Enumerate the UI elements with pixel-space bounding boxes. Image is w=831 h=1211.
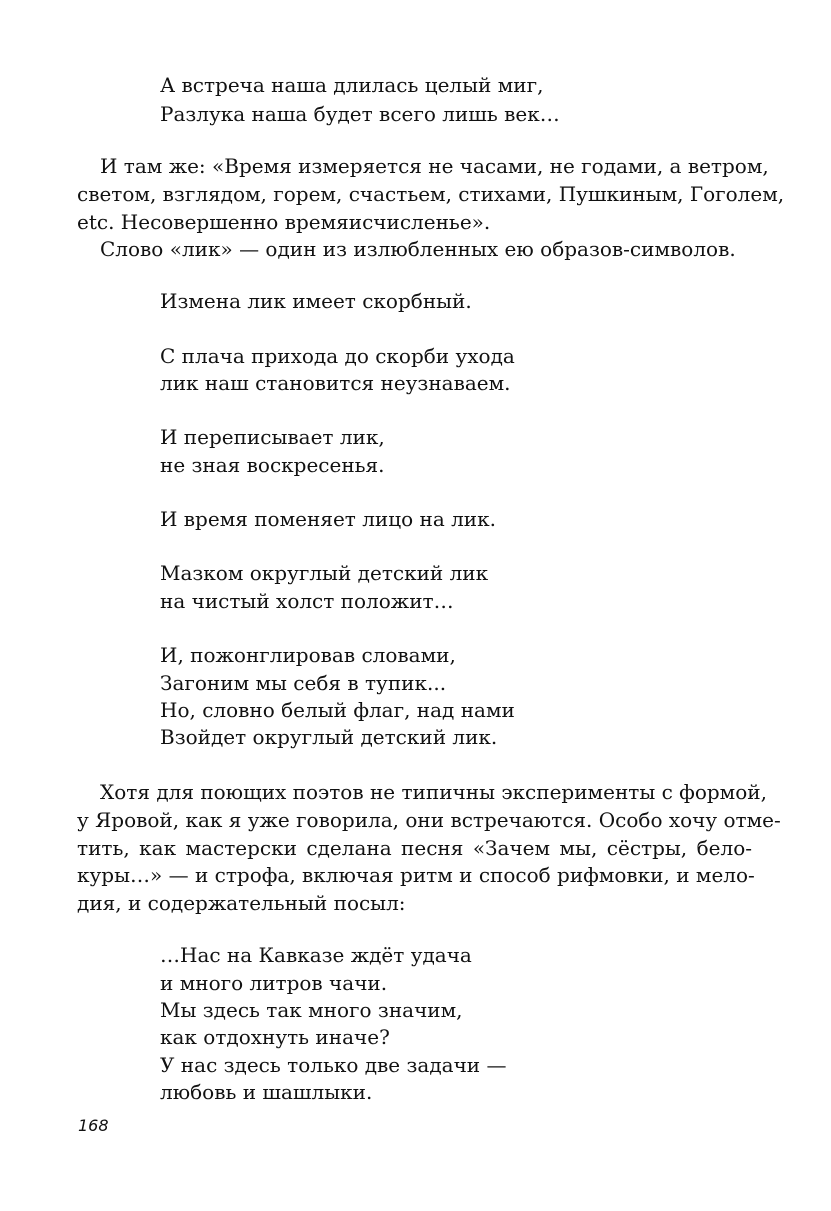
verse-line: Мы здесь так много значим, (160, 998, 463, 1022)
verse-line: У нас здесь только две задачи — (160, 1053, 507, 1077)
verse-line: не зная воскресенья. (160, 453, 385, 477)
verse-line: Загоним мы себя в тупик... (160, 671, 447, 695)
verse-line: Измена лик имеет скорбный. (160, 289, 472, 313)
verse-line: как отдохнуть иначе? (160, 1025, 390, 1049)
verse-line: любовь и шашлыки. (160, 1080, 373, 1104)
verse-line: Мазком округлый детский лик (160, 561, 489, 585)
paragraph-line: Хотя для поющих поэтов не типичны эксперименты с формой, (100, 780, 767, 804)
paragraph-line: Слово «лик» — один из излюбленных ею образов-символов. (100, 237, 736, 261)
page-number: 168 (78, 1116, 109, 1135)
verse-line: С плача прихода до скорби ухода (160, 344, 515, 368)
verse-line: лик наш становится неузнаваем. (160, 371, 511, 395)
verse-line: Взойдет округлый детский лик. (160, 725, 498, 749)
verse-line: А встреча наша длилась целый миг, (160, 73, 544, 97)
verse-line: И переписывает лик, (160, 425, 385, 449)
verse-line: …Нас на Кавказе ждёт удача (160, 943, 472, 967)
verse-line: Разлука наша будет всего лишь век… (160, 102, 560, 126)
paragraph-line: тить, как мастерски сделана песня «Зачем мы, сёстры, бело- (77, 836, 752, 860)
paragraph-line: etc. Несовершенно времяисчисленье». (77, 210, 491, 234)
paragraph-line: куры…» — и строфа, включая ритм и способ рифмовки, и мело- (77, 863, 755, 887)
verse-line: И, пожонглировав словами, (160, 643, 456, 667)
paragraph-line: дия, и содержательный посыл: (77, 891, 406, 915)
paragraph-line: И там же: «Время измеряется не часами, не годами, а ветром, (100, 154, 769, 178)
paragraph-line: у Яровой, как я уже говорила, они встречаются. Особо хочу отме- (77, 808, 781, 832)
verse-line: и много литров чачи. (160, 971, 388, 995)
verse-line: на чистый холст положит… (160, 589, 454, 613)
verse-line: Но, словно белый флаг, над нами (160, 698, 515, 722)
paragraph-line: светом, взглядом, горем, счастьем, стихами, Пушкиным, Гоголем, (77, 182, 785, 206)
verse-line: И время поменяет лицо на лик. (160, 507, 496, 531)
